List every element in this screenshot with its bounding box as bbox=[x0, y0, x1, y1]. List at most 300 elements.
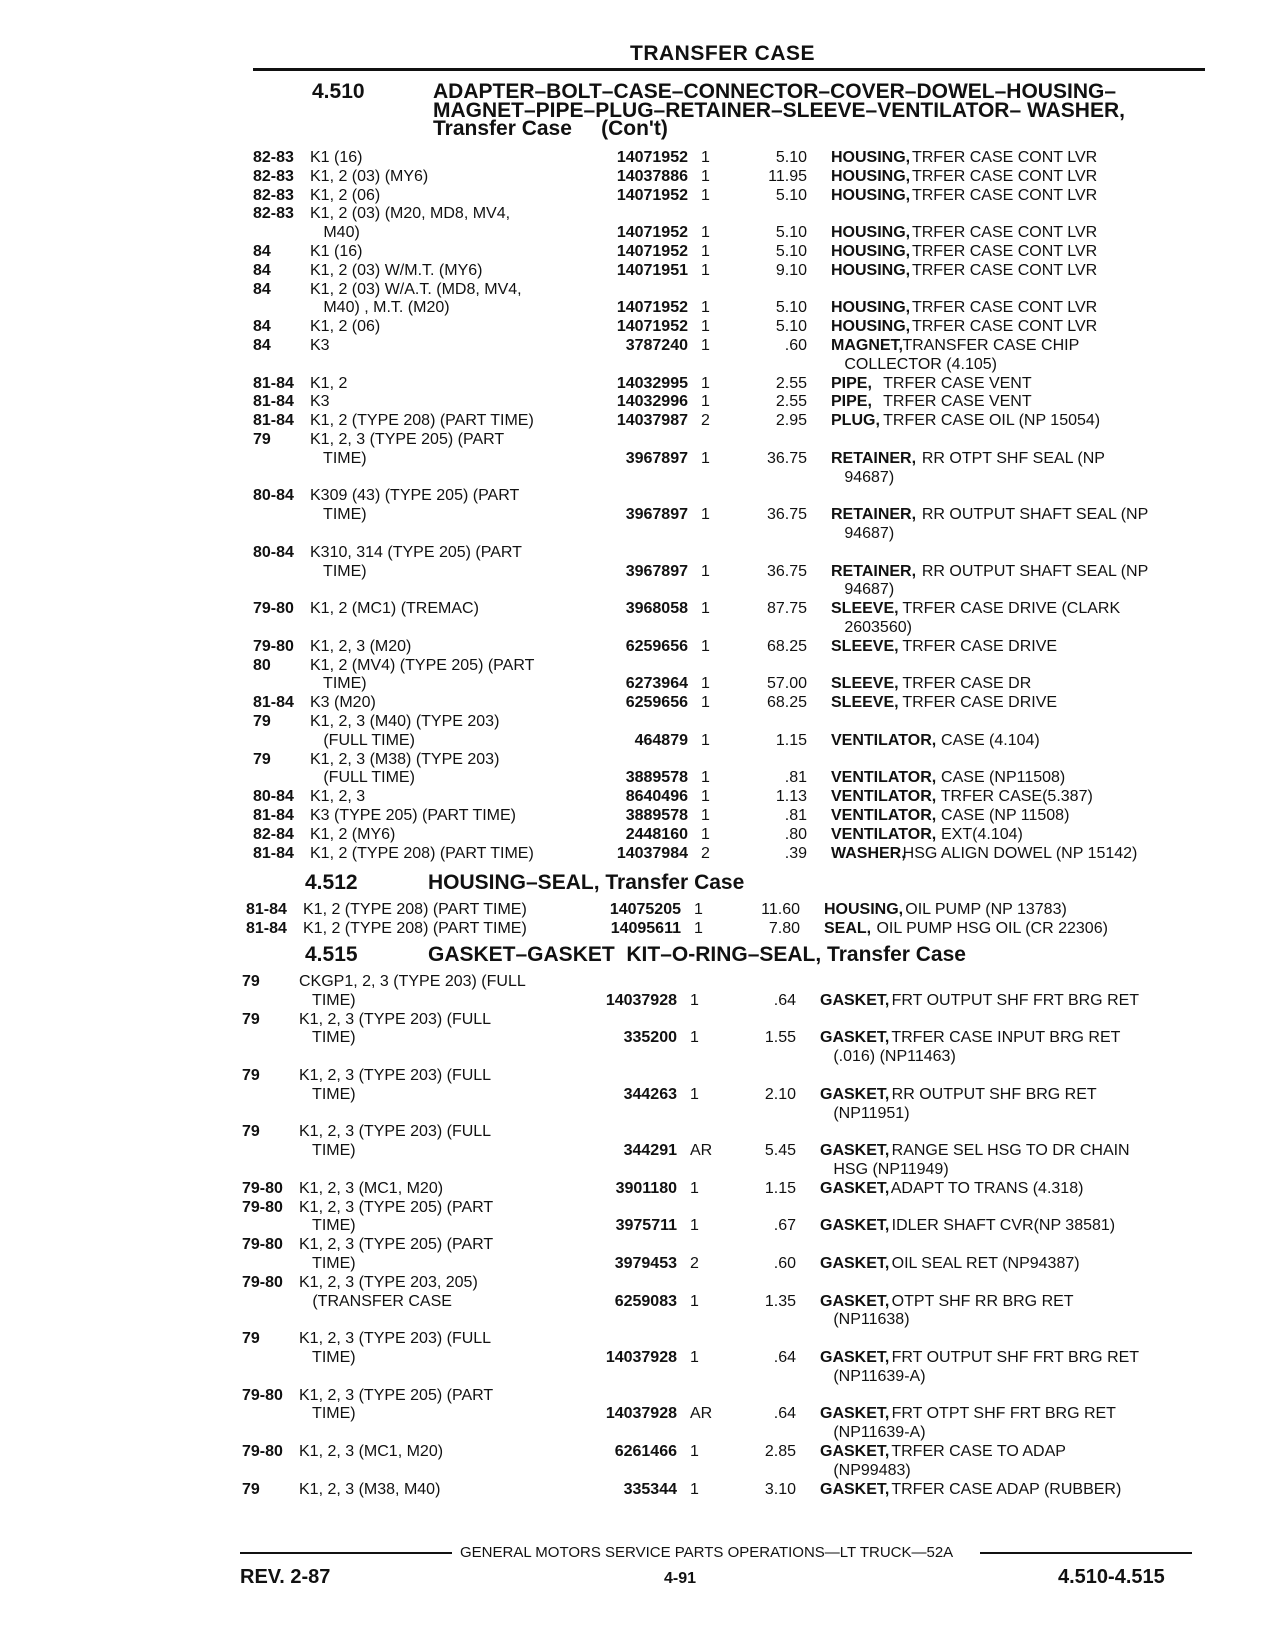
quantity: 1 bbox=[701, 167, 710, 185]
application: TIME) bbox=[299, 1142, 356, 1160]
item-description: RR OUTPUT SHF BRG RET bbox=[887, 1085, 1097, 1103]
section-title-line: MAGNET–PIPE–PLUG–RETAINER–SLEEVE–VENTILATOR– WASHER, bbox=[433, 98, 1125, 122]
item-description: FRT OUTPUT SHF FRT BRG RET bbox=[887, 1349, 1140, 1366]
table-row bbox=[253, 468, 1213, 487]
price: 5.10 bbox=[775, 149, 807, 166]
table-row bbox=[242, 1254, 1202, 1273]
table-row bbox=[253, 637, 1213, 656]
part-number: 14037928 bbox=[605, 1349, 677, 1366]
quantity: 2 bbox=[701, 412, 710, 430]
item-description: RR OUTPUT SHAFT SEAL (NP bbox=[917, 562, 1149, 580]
footer-rule-left bbox=[240, 1552, 452, 1554]
item-description: TRFER CASE VENT bbox=[879, 393, 1032, 411]
quantity: 1 bbox=[690, 1085, 699, 1103]
application: M40) bbox=[310, 224, 360, 242]
part-number: 6261466 bbox=[614, 1443, 677, 1460]
quantity: 1 bbox=[701, 149, 710, 166]
application: K1, 2, 3 (TYPE 203) (FULL bbox=[299, 1123, 492, 1141]
quantity: 1 bbox=[690, 1443, 699, 1460]
application: K1, 2, 3 (TYPE 203, 205) bbox=[299, 1273, 478, 1291]
part-number: 14032995 bbox=[616, 374, 688, 392]
table-row bbox=[246, 900, 1206, 919]
part-number: 3889578 bbox=[625, 807, 688, 824]
price: 5.45 bbox=[764, 1142, 796, 1160]
table-row bbox=[253, 618, 1213, 637]
quantity: 1 bbox=[690, 1292, 699, 1310]
application: K1, 2, 3 (TYPE 203) (FULL bbox=[299, 1330, 492, 1348]
quantity: 1 bbox=[690, 1480, 699, 1498]
quantity: 1 bbox=[701, 675, 710, 693]
quantity: 1 bbox=[701, 825, 710, 843]
model-year: 81-84 bbox=[253, 374, 294, 392]
table-row bbox=[242, 1386, 1202, 1405]
quantity: 1 bbox=[701, 299, 710, 317]
item-description: OTPT SHF RR BRG RET bbox=[887, 1292, 1074, 1310]
price: 2.55 bbox=[775, 374, 807, 392]
item-name: HOUSING, bbox=[831, 318, 911, 336]
price: .80 bbox=[784, 825, 807, 843]
price: 87.75 bbox=[766, 600, 807, 618]
table-row bbox=[242, 1461, 1202, 1480]
price: 2.55 bbox=[775, 393, 807, 411]
section-number: 4.512 bbox=[305, 871, 358, 894]
price: 2.10 bbox=[764, 1085, 796, 1103]
application: (TRANSFER CASE bbox=[299, 1292, 452, 1310]
quantity: 1 bbox=[701, 637, 710, 655]
quantity: 1 bbox=[701, 788, 710, 806]
quantity: 1 bbox=[701, 600, 710, 618]
table-row bbox=[242, 1141, 1202, 1160]
application: K1, 2 (TYPE 208) (PART TIME) bbox=[310, 844, 534, 862]
price: .39 bbox=[784, 844, 807, 862]
item-name: GASKET, bbox=[820, 1142, 890, 1160]
part-number: 335200 bbox=[623, 1029, 677, 1047]
item-description: TRFER CASE CONT LVR bbox=[907, 186, 1098, 204]
price: 57.00 bbox=[766, 675, 807, 693]
price: 68.25 bbox=[766, 637, 807, 655]
price: 5.10 bbox=[775, 186, 807, 204]
model-year: 79 bbox=[242, 1480, 260, 1498]
table-row bbox=[242, 972, 1202, 991]
application: K1, 2 (TYPE 208) (PART TIME) bbox=[303, 919, 527, 937]
item-name: RETAINER, bbox=[831, 449, 917, 467]
part-number: 3975711 bbox=[615, 1217, 677, 1235]
table-row bbox=[253, 392, 1213, 411]
part-number: 14095611 bbox=[610, 919, 681, 937]
model-year: 79-80 bbox=[242, 1236, 283, 1254]
part-number: 3967897 bbox=[625, 449, 688, 467]
quantity: 2 bbox=[690, 1255, 699, 1272]
price: 5.10 bbox=[775, 318, 807, 336]
application: K1, 2 (06) bbox=[310, 318, 381, 336]
model-year: 79-80 bbox=[242, 1273, 283, 1291]
application: K1, 2 (03) (M20, MD8, MV4, bbox=[310, 205, 511, 223]
price: 36.75 bbox=[766, 562, 807, 580]
application: TIME) bbox=[299, 1405, 356, 1423]
quantity: 2 bbox=[701, 844, 710, 862]
table-row bbox=[242, 1404, 1202, 1423]
table-row bbox=[253, 355, 1213, 374]
item-description: (NP11638) bbox=[820, 1311, 910, 1329]
part-number: 464879 bbox=[634, 731, 688, 749]
model-year: 79-80 bbox=[242, 1443, 283, 1460]
part-number: 8640496 bbox=[625, 788, 688, 806]
application: K1, 2 (03) W/A.T. (MD8, MV4, bbox=[310, 280, 522, 298]
quantity: 1 bbox=[701, 318, 710, 336]
table-row bbox=[242, 1442, 1202, 1461]
page-number: 4-91 bbox=[664, 1570, 697, 1587]
quantity: 1 bbox=[690, 1179, 699, 1197]
model-year: 81-84 bbox=[253, 807, 294, 824]
application: K1, 2 (MC1) (TREMAC) bbox=[310, 600, 479, 618]
item-description: EXT(4.104) bbox=[936, 825, 1023, 843]
part-number: 14037928 bbox=[605, 991, 677, 1009]
application: K1, 2 (TYPE 208) (PART TIME) bbox=[303, 901, 527, 918]
quantity: 1 bbox=[701, 562, 710, 580]
table-row bbox=[253, 562, 1213, 581]
table-row bbox=[253, 693, 1213, 712]
item-description: 94687) bbox=[831, 468, 895, 486]
price: 9.10 bbox=[775, 261, 807, 279]
application: K1, 2, 3 (M20) bbox=[310, 637, 412, 655]
item-name: VENTILATOR, bbox=[831, 788, 937, 806]
table-row bbox=[253, 186, 1213, 205]
footer-rule-right bbox=[980, 1552, 1192, 1554]
item-description: RR OUTPUT SHAFT SEAL (NP bbox=[917, 506, 1149, 524]
quantity: 1 bbox=[701, 243, 710, 260]
application: K1, 2, 3 (TYPE 205) (PART bbox=[310, 431, 505, 448]
quantity: 1 bbox=[701, 224, 710, 242]
item-description: TRFER CASE CONT LVR bbox=[907, 318, 1098, 336]
application: K1, 2, 3 (TYPE 203) (FULL bbox=[299, 1010, 492, 1028]
table-row bbox=[253, 712, 1213, 731]
model-year: 79-80 bbox=[242, 1179, 283, 1197]
revision-label: REV. 2-87 bbox=[240, 1566, 331, 1588]
quantity: 1 bbox=[701, 807, 710, 824]
table-row bbox=[253, 731, 1213, 750]
application: K1, 2, 3 (MC1, M20) bbox=[299, 1443, 444, 1460]
item-description: TRFER CASE CONT LVR bbox=[907, 243, 1098, 260]
table-row bbox=[242, 1179, 1202, 1198]
item-description: IDLER SHAFT CVR(NP 38581) bbox=[887, 1217, 1116, 1235]
table-row bbox=[242, 1122, 1202, 1141]
table-row bbox=[253, 844, 1213, 863]
table-row bbox=[253, 750, 1213, 769]
application: K3 bbox=[310, 337, 330, 354]
model-year: 84 bbox=[253, 337, 271, 354]
item-name: VENTILATOR, bbox=[831, 769, 937, 787]
item-name: HOUSING, bbox=[831, 149, 911, 166]
part-number: 14071952 bbox=[616, 186, 688, 204]
price: 36.75 bbox=[766, 449, 807, 467]
model-year: 79 bbox=[242, 1010, 260, 1028]
table-row bbox=[242, 1423, 1202, 1442]
table-row bbox=[253, 505, 1213, 524]
part-number: 14032996 bbox=[616, 393, 688, 411]
application: TIME) bbox=[299, 1217, 356, 1235]
application: K3 bbox=[310, 393, 330, 411]
item-description: TRFER CASE TO ADAP bbox=[887, 1443, 1066, 1460]
item-name: SLEEVE, bbox=[831, 600, 899, 618]
table-row bbox=[242, 1047, 1202, 1066]
table-row bbox=[253, 768, 1213, 787]
quantity: 1 bbox=[701, 506, 710, 524]
part-number: 335344 bbox=[623, 1480, 677, 1498]
model-year: 84 bbox=[253, 280, 271, 298]
model-year: 80-84 bbox=[253, 788, 294, 806]
model-year: 79-80 bbox=[242, 1386, 283, 1404]
quantity: 1 bbox=[701, 337, 710, 354]
price: 68.25 bbox=[766, 694, 807, 712]
item-description: OIL PUMP (NP 13783) bbox=[900, 901, 1067, 918]
item-description: FRT OUTPUT SHF FRT BRG RET bbox=[887, 991, 1140, 1009]
model-year: 81-84 bbox=[253, 393, 294, 411]
item-description: TRFER CASE CONT LVR bbox=[907, 299, 1098, 317]
item-description: TRFER CASE DRIVE bbox=[898, 694, 1058, 712]
application: TIME) bbox=[310, 449, 367, 467]
section-title-line: Transfer Case (Con't) bbox=[433, 117, 668, 140]
application: K1, 2 (TYPE 208) (PART TIME) bbox=[310, 412, 534, 430]
part-number: 14075205 bbox=[609, 901, 681, 918]
table-row bbox=[253, 317, 1213, 336]
model-year: 79 bbox=[242, 1330, 260, 1348]
item-name: VENTILATOR, bbox=[831, 807, 937, 824]
part-number: 6259083 bbox=[614, 1292, 677, 1310]
application: TIME) bbox=[299, 991, 356, 1009]
table-row bbox=[253, 430, 1213, 449]
application: K1, 2, 3 (TYPE 205) (PART bbox=[299, 1236, 494, 1254]
price: 2.95 bbox=[775, 412, 807, 430]
part-number: 3787240 bbox=[625, 337, 688, 354]
item-name: HOUSING, bbox=[824, 901, 904, 918]
page-title: TRANSFER CASE bbox=[630, 42, 816, 65]
item-name: GASKET, bbox=[820, 1029, 890, 1047]
table-row bbox=[253, 787, 1213, 806]
item-description: TRANSFER CASE CHIP bbox=[898, 337, 1080, 354]
item-description: HSG (NP11949) bbox=[820, 1161, 949, 1178]
application: TIME) bbox=[310, 562, 367, 580]
quantity: AR bbox=[690, 1405, 713, 1423]
model-year: 81-84 bbox=[246, 901, 287, 918]
price: .81 bbox=[784, 807, 807, 824]
model-year: 82-83 bbox=[253, 186, 294, 204]
item-name: SLEEVE, bbox=[831, 675, 899, 693]
part-number: 6259656 bbox=[625, 694, 688, 712]
item-description: TRFER CASE ADAP (RUBBER) bbox=[887, 1480, 1122, 1498]
part-number: 6259656 bbox=[625, 637, 688, 655]
table-row bbox=[253, 167, 1213, 186]
item-name: GASKET, bbox=[820, 1443, 890, 1460]
item-name: GASKET, bbox=[820, 1085, 890, 1103]
item-name: SLEEVE, bbox=[831, 694, 899, 712]
application: TIME) bbox=[310, 675, 367, 693]
application: K1, 2 (MV4) (TYPE 205) (PART bbox=[310, 656, 535, 674]
item-name: GASKET, bbox=[820, 1480, 890, 1498]
application: TIME) bbox=[299, 1349, 356, 1366]
item-name: PIPE, bbox=[831, 393, 872, 411]
price: 1.13 bbox=[775, 788, 807, 806]
model-year: 79 bbox=[242, 1123, 260, 1141]
quantity: 1 bbox=[701, 694, 710, 712]
application: K1, 2, 3 (M40) (TYPE 203) bbox=[310, 713, 500, 730]
table-row bbox=[242, 1216, 1202, 1235]
item-name: HOUSING, bbox=[831, 243, 911, 260]
application: TIME) bbox=[299, 1029, 356, 1047]
table-row bbox=[253, 580, 1213, 599]
item-description: TRFER CASE DRIVE bbox=[898, 637, 1058, 655]
table-row bbox=[246, 919, 1206, 938]
item-description: TRFER CASE OIL (NP 15054) bbox=[879, 412, 1101, 430]
model-year: 82-83 bbox=[253, 167, 294, 185]
model-year: 82-83 bbox=[253, 149, 294, 166]
item-description: TRFER CASE CONT LVR bbox=[907, 167, 1098, 185]
item-name: RETAINER, bbox=[831, 506, 917, 524]
model-year: 79 bbox=[242, 973, 260, 990]
item-description: CASE (NP 11508) bbox=[936, 807, 1070, 824]
quantity: 1 bbox=[701, 393, 710, 411]
application: (FULL TIME) bbox=[310, 731, 415, 749]
item-description: RANGE SEL HSG TO DR CHAIN bbox=[887, 1142, 1130, 1160]
item-description: 2603560) bbox=[831, 619, 912, 636]
item-name: VENTILATOR, bbox=[831, 825, 937, 843]
table-row bbox=[253, 656, 1213, 675]
table-row bbox=[242, 1198, 1202, 1217]
table-row bbox=[253, 204, 1213, 223]
part-number: 14037886 bbox=[616, 167, 688, 185]
price: 1.35 bbox=[764, 1292, 796, 1310]
model-year: 84 bbox=[253, 318, 271, 336]
price: .64 bbox=[773, 1349, 796, 1366]
application: K1, 2 (03) (MY6) bbox=[310, 167, 429, 185]
application: TIME) bbox=[299, 1255, 356, 1272]
part-number: 3901180 bbox=[615, 1179, 677, 1197]
application: K1, 2, 3 (M38) (TYPE 203) bbox=[310, 750, 500, 768]
model-year: 81-84 bbox=[253, 694, 294, 712]
item-description: (.016) (NP11463) bbox=[820, 1048, 956, 1066]
price: .81 bbox=[784, 769, 807, 787]
table-row bbox=[242, 1235, 1202, 1254]
item-name: SEAL, bbox=[824, 919, 872, 937]
table-row bbox=[242, 1160, 1202, 1179]
application: K1, 2, 3 (TYPE 205) (PART bbox=[299, 1386, 494, 1404]
footer-text: GENERAL MOTORS SERVICE PARTS OPERATIONS—LT TRUCK—52A bbox=[460, 1544, 954, 1561]
item-name: GASKET, bbox=[820, 1349, 890, 1366]
price: .67 bbox=[773, 1217, 796, 1235]
price: .60 bbox=[773, 1255, 796, 1272]
quantity: 1 bbox=[690, 1217, 699, 1235]
table-row bbox=[253, 825, 1213, 844]
table-row bbox=[253, 298, 1213, 317]
item-description: HSG ALIGN DOWEL (NP 15142) bbox=[898, 844, 1138, 862]
quantity: 1 bbox=[690, 1029, 699, 1047]
quantity: 1 bbox=[694, 901, 703, 918]
quantity: 1 bbox=[701, 374, 710, 392]
model-year: 79-80 bbox=[253, 637, 294, 655]
table-row bbox=[242, 991, 1202, 1010]
item-name: HOUSING, bbox=[831, 299, 911, 317]
quantity: 1 bbox=[690, 991, 699, 1009]
application: K1, 2, 3 (MC1, M20) bbox=[299, 1179, 444, 1197]
price: 1.15 bbox=[764, 1179, 796, 1197]
price: 2.85 bbox=[764, 1443, 796, 1460]
model-year: 80-84 bbox=[253, 487, 294, 505]
model-year: 81-84 bbox=[246, 919, 287, 937]
table-row bbox=[242, 1329, 1202, 1348]
item-description: TRFER CASE CONT LVR bbox=[907, 149, 1098, 166]
application: (FULL TIME) bbox=[310, 769, 415, 787]
application: K309 (43) (TYPE 205) (PART bbox=[310, 487, 520, 505]
item-name: GASKET, bbox=[820, 1292, 890, 1310]
table-row bbox=[253, 242, 1213, 261]
part-number: 14071952 bbox=[616, 243, 688, 260]
model-year: 81-84 bbox=[253, 844, 294, 862]
table-row bbox=[253, 599, 1213, 618]
item-description: (NP99483) bbox=[820, 1461, 911, 1479]
section-title-line: GASKET–GASKET KIT–O-RING–SEAL, Transfer Case bbox=[428, 943, 966, 966]
item-description: 94687) bbox=[831, 581, 895, 599]
application: K1, 2 (06) bbox=[310, 186, 381, 204]
item-description: (NP11639-A) bbox=[820, 1367, 926, 1385]
table-row bbox=[253, 674, 1213, 693]
table-row bbox=[253, 411, 1213, 430]
item-description: FRT OTPT SHF FRT BRG RET bbox=[887, 1405, 1116, 1423]
table-row bbox=[242, 1348, 1202, 1367]
model-year: 81-84 bbox=[253, 412, 294, 430]
application: K1, 2, 3 (TYPE 203) (FULL bbox=[299, 1067, 492, 1084]
price: 1.55 bbox=[764, 1029, 796, 1047]
item-name: WASHER, bbox=[831, 844, 906, 862]
application: CKGP1, 2, 3 (TYPE 203) (FULL bbox=[299, 973, 526, 990]
application: K1, 2 (03) W/M.T. (MY6) bbox=[310, 261, 483, 279]
item-name: GASKET, bbox=[820, 1405, 890, 1423]
part-number: 14071952 bbox=[616, 318, 688, 336]
item-name: VENTILATOR, bbox=[831, 731, 937, 749]
item-name: GASKET, bbox=[820, 1217, 890, 1235]
price: 5.10 bbox=[775, 243, 807, 260]
part-number: 344291 bbox=[623, 1142, 677, 1160]
table-row bbox=[242, 1104, 1202, 1123]
model-year: 79-80 bbox=[242, 1198, 283, 1216]
price: 3.10 bbox=[764, 1480, 796, 1498]
part-number: 14037984 bbox=[616, 844, 688, 862]
table-row bbox=[242, 1480, 1202, 1499]
model-year: 79 bbox=[253, 431, 271, 448]
item-description: TRFER CASE CONT LVR bbox=[907, 261, 1098, 279]
price: 7.80 bbox=[768, 919, 800, 937]
section-number: 4.510 bbox=[312, 80, 365, 103]
table-row bbox=[242, 1066, 1202, 1085]
item-description: OIL PUMP HSG OIL (CR 22306) bbox=[872, 919, 1108, 937]
item-name: HOUSING, bbox=[831, 186, 911, 204]
quantity: 1 bbox=[701, 769, 710, 787]
part-number: 3967897 bbox=[625, 506, 688, 524]
quantity: 1 bbox=[701, 731, 710, 749]
quantity: 1 bbox=[701, 186, 710, 204]
item-description: TRFER CASE VENT bbox=[879, 374, 1032, 392]
application: K1 (16) bbox=[310, 149, 363, 166]
model-year: 82-83 bbox=[253, 205, 294, 223]
section-range: 4.510-4.515 bbox=[1058, 1566, 1165, 1588]
price: 1.15 bbox=[775, 731, 807, 749]
section-title-line: ADAPTER–BOLT–CASE–CONNECTOR–COVER–DOWEL–HOUSING– bbox=[433, 80, 1116, 103]
application: K1, 2 bbox=[310, 374, 348, 392]
model-year: 82-84 bbox=[253, 825, 294, 843]
table-row bbox=[253, 374, 1213, 393]
table-row bbox=[253, 148, 1213, 167]
item-name: HOUSING, bbox=[831, 224, 911, 242]
application: K3 (TYPE 205) (PART TIME) bbox=[310, 807, 516, 824]
item-name: GASKET, bbox=[820, 991, 890, 1009]
